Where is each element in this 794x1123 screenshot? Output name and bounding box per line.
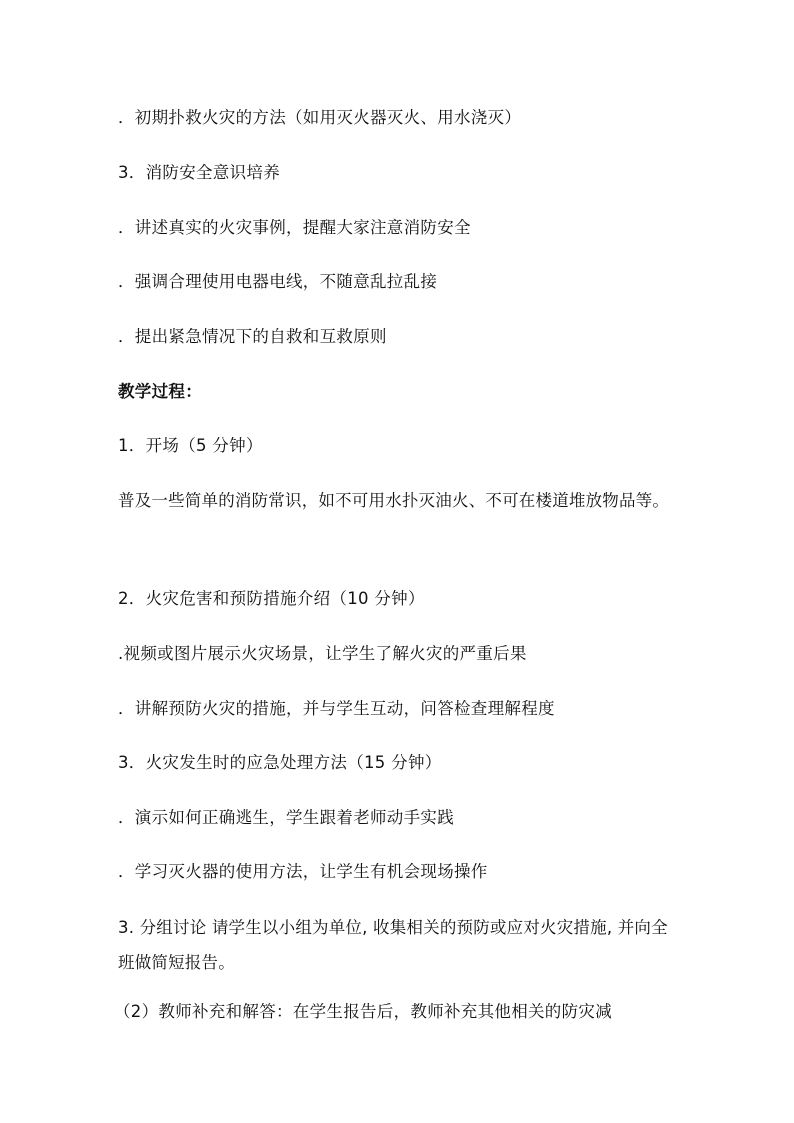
step-emergency-handling: 3．火灾发生时的应急处理方法（15 分钟） bbox=[118, 753, 442, 772]
bullet-prevention-measures: ．讲解预防火灾的措施，并与学生互动，问答检查理解程度 bbox=[118, 699, 555, 718]
section-heading-safety-awareness: 3．消防安全意识培养 bbox=[118, 163, 280, 182]
teaching-process-heading: 教学过程： bbox=[118, 382, 202, 401]
bullet-video-images: .视频或图片展示火灾场景，让学生了解火灾的严重后果 bbox=[118, 644, 527, 663]
bullet-real-fire-cases: ．讲述真实的火灾事例，提醒大家注意消防安全 bbox=[118, 218, 471, 237]
step-opening: 1．开场（5 分钟） bbox=[118, 436, 263, 455]
bullet-fire-extinguishing-methods: ．初期扑救火灾的方法（如用灭火器灭火、用水浇灭） bbox=[118, 108, 522, 127]
bullet-self-rescue-principles: ．提出紧急情况下的自救和互救原则 bbox=[118, 327, 387, 346]
bullet-extinguisher-usage: ．学习灭火器的使用方法，让学生有机会现场操作 bbox=[118, 862, 488, 881]
step-hazards-prevention: 2．火灾危害和预防措施介绍（10 分钟） bbox=[118, 589, 425, 608]
paragraph-fire-common-sense: 普及一些简单的消防常识，如不可用水扑灭油火、不可在楼道堆放物品等。 bbox=[118, 491, 670, 510]
paragraph-group-discussion: 3. 分组讨论 请学生以小组为单位, 收集相关的预防或应对火灾措施, 并向全班做简短报告。 bbox=[118, 918, 668, 972]
bullet-escape-demo: ．演示如何正确逃生，学生跟着老师动手实践 bbox=[118, 808, 454, 827]
paragraph-teacher-supplement: （2）教师补充和解答：在学生报告后，教师补充其他相关的防灾减 bbox=[114, 1002, 612, 1021]
bullet-electrical-safety: ．强调合理使用电器电线，不随意乱拉乱接 bbox=[118, 272, 438, 291]
